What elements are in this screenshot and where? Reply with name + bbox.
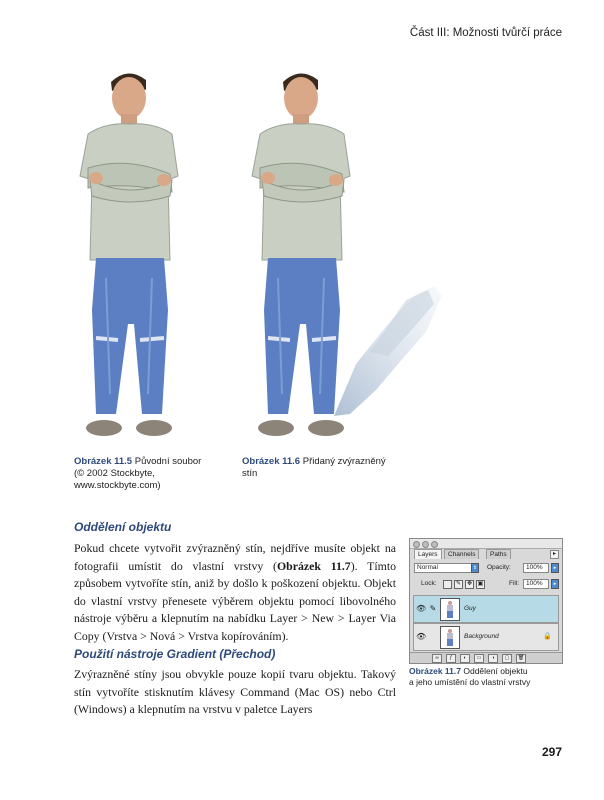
- caption-text: Přidaný zvýrazněný: [302, 456, 386, 467]
- figure-caption-11-6: [242, 456, 392, 480]
- layer-name: Guy: [464, 605, 476, 612]
- layer-thumbnail-background: [440, 626, 460, 649]
- new-layer-icon: ▢: [502, 654, 512, 663]
- lock-icon: 🔒: [543, 633, 552, 640]
- opacity-arrow-icon: ▸: [551, 563, 559, 573]
- zoom-dot-icon: [431, 541, 438, 548]
- photo-original: [66, 64, 196, 450]
- fill-label: Fill:: [509, 580, 520, 587]
- blend-opacity-row: [413, 563, 559, 573]
- lock-image-icon: ✎: [455, 581, 462, 587]
- palette-menu-arrow-icon: ▸: [550, 550, 559, 559]
- lock-all-icon: ▣: [477, 581, 484, 587]
- photo-with-shadow: [238, 64, 448, 450]
- trash-icon: 🗑: [517, 655, 525, 661]
- blend-mode-spin-icon: ⇕: [472, 565, 478, 571]
- lock-transparency-icon: [443, 580, 452, 589]
- layer-row-background: [413, 623, 559, 651]
- section-heading-separation: Oddělení objektu: [74, 520, 172, 534]
- layer-set-icon: ▭: [474, 654, 484, 663]
- close-dot-icon: [413, 541, 420, 548]
- layer-name: Background: [464, 633, 499, 640]
- body-text-part: Pokud chcete vytvořit zvýrazněný stín, nejdříve musíte objekt na fotografii umístit do vlastní vrstvy (: [74, 541, 396, 573]
- blend-mode-select: Normal: [414, 563, 472, 573]
- body-text-part: ). Tímto způsobem vytvoříte stín, aniž by došlo k poškození objektu. Objekt do vlastní vrstvy přenesete výběrem objektu pomocí libovolného nástroje výběru a klepnutím na nabídku Layer > New > Layer Via Copy (Vrstva > Nová > Vrstva kopírováním).: [74, 558, 397, 643]
- caption-label: Obrázek 11.5: [74, 456, 133, 467]
- section-heading-gradient: Použití nástroje Gradient (Přechod): [74, 647, 276, 661]
- eye-icon: 👁: [416, 632, 427, 641]
- adjustment-layer-icon: ◑: [488, 654, 498, 663]
- opacity-field: 100%: [523, 563, 549, 573]
- layer-thumbnail-guy: [440, 598, 460, 621]
- minimize-dot-icon: [422, 541, 429, 548]
- figure-caption-11-7: [409, 666, 569, 688]
- brush-icon: ✎: [429, 604, 437, 613]
- palette-titlebar: [410, 539, 562, 549]
- lock-position-icon: ✥: [466, 581, 473, 587]
- palette-bottom-bar: [410, 652, 562, 663]
- mask-icon: ◐: [460, 654, 470, 663]
- caption-text: www.stockbyte.com): [74, 480, 161, 491]
- caption-text: a jeho umístění do vlastní vrstvy: [409, 677, 531, 687]
- figure-reference: Obrázek 11.7: [277, 558, 351, 573]
- caption-label: Obrázek 11.7: [409, 666, 461, 676]
- link-icon: ∞: [432, 654, 442, 663]
- caption-text: (© 2002 Stockbyte,: [74, 468, 155, 479]
- eye-icon: 👁: [416, 604, 427, 613]
- caption-label: Obrázek 11.6: [242, 456, 301, 467]
- tab-channels: Channels: [444, 549, 479, 559]
- tab-paths: Paths: [486, 549, 511, 559]
- caption-text: Oddělení objektu: [463, 666, 528, 676]
- layer-row-guy: [413, 595, 559, 623]
- running-header: Část III: Možnosti tvůrčí práce: [409, 27, 562, 39]
- fill-field: 100%: [523, 579, 549, 589]
- layer-style-icon: ƒ: [446, 654, 456, 663]
- tab-layers: Layers: [414, 549, 442, 559]
- caption-text: Původní soubor: [134, 456, 202, 467]
- caption-text: stín: [242, 468, 258, 479]
- layers-palette: [409, 538, 563, 664]
- opacity-label: Opacity:: [487, 564, 511, 571]
- body-paragraph-gradient: Zvýrazněné stíny jsou obvykle pouze kopií tvaru objektu. Takový stín vytvoříte stisknutím klávesy Command (Mac OS) nebo Ctrl (Windows) a klepnutím na vrstvu v paletce Layers: [74, 667, 396, 716]
- lock-label: Lock:: [421, 580, 437, 587]
- fill-arrow-icon: ▸: [551, 579, 559, 589]
- page-number: 297: [541, 745, 562, 759]
- figure-caption-11-5: [74, 456, 224, 492]
- body-paragraph-separation: [74, 540, 396, 645]
- lock-fill-row: [413, 579, 559, 589]
